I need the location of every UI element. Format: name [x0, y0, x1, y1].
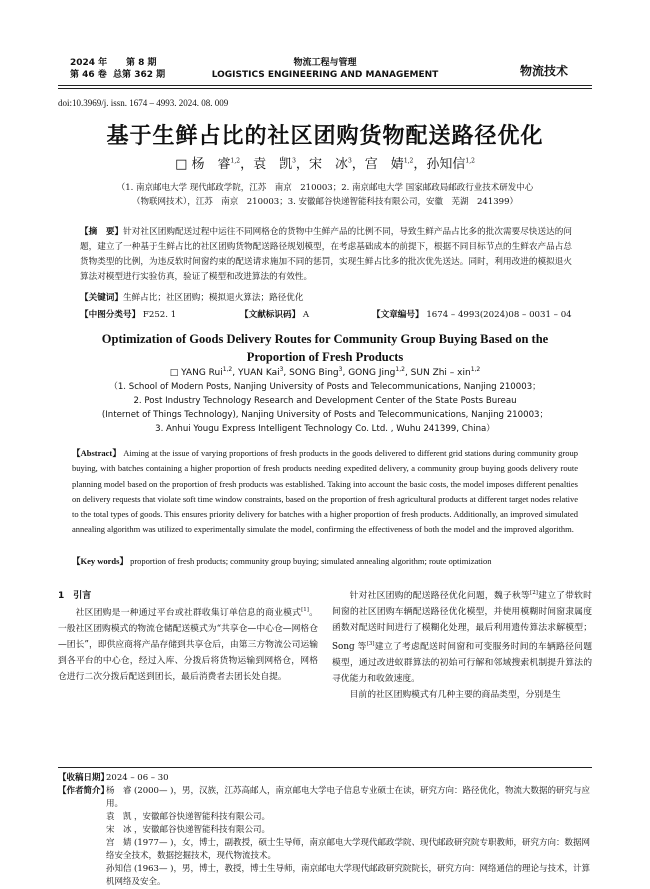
bio-entry	[106, 824, 592, 837]
author-name: SUN Zhi – xin	[410, 368, 471, 378]
author-affiliation-sup: 1,2	[470, 366, 481, 373]
title-en-line: Proportion of Fresh Products	[246, 350, 404, 364]
author-list-cn	[40, 153, 610, 172]
citation-ref: [1]	[301, 607, 309, 613]
author-name: 杨 睿	[191, 157, 231, 172]
journal-name-cn: 物流工程与管理	[293, 58, 357, 68]
bio-author-name: 袁 凯	[106, 812, 132, 822]
author-separator: ,	[232, 368, 238, 378]
header-rule-thin	[58, 88, 592, 89]
abstract-cn-label: 【摘 要】	[80, 227, 124, 237]
journal-name	[200, 57, 450, 81]
authors-en	[181, 368, 480, 378]
affiliation-cn-line: （1. 南京邮电大学 现代邮政学院，江苏 南京 210003；2. 南京邮电大学 国家邮政局邮政行业技术研发中心	[116, 183, 534, 193]
bio-entry	[106, 837, 592, 863]
abstract-en	[72, 446, 578, 538]
bio-list	[106, 785, 592, 889]
bio-text: (1977— )，女，博士，副教授，硕士生导师，南京邮电大学现代邮政学院、现代邮政研究院专职教师，研究方向：数据网络安全技术，数据挖掘技术，现代物流技术。	[106, 838, 590, 861]
citation-ref: [3]	[366, 640, 375, 647]
paper-title-cn: 基于生鲜占比的社区团购货物配送路径优化	[106, 123, 544, 149]
author-affiliation-sup: 1,2	[395, 366, 405, 373]
received-date: 【收稿日期】 2024 – 06 – 30	[58, 773, 169, 783]
body-paragraph: 针对社区团购的配送路径优化问题，魏子秋等[2]建立了带软时间窗的社区团购车辆配送路径优化模型，并使用模糊时间窗隶属度函数对配送时间进行了模糊化处理，最后利用遗传算法求解模型；Song 等[3]建立了考虑配送时间窗和可变服务时间的车辆路径问题模型，通过改进蚁群算法的初始可行解和邻域搜索机制提升算法的寻优能力和收敛速度。	[332, 590, 592, 684]
author-affiliation-sup: 1,2	[465, 157, 475, 165]
author-separator: ,	[342, 368, 349, 378]
title-en-line: Optimization of Goods Delivery Routes for Community Group Buying Based on the	[101, 332, 549, 346]
body-paragraph: 目前的社区团购模式有几种主要的商品类型，分别是生	[349, 689, 561, 700]
journal-name-en: LOGISTICS ENGINEERING AND MANAGEMENT	[211, 70, 439, 80]
author-separator: ，	[295, 157, 309, 172]
article-number: 【文章编号】 1674 – 4993(2024)08 – 0031 – 04	[372, 310, 572, 320]
author-affiliation-sup: 1,2	[222, 366, 233, 373]
author-name: 宋 冰	[308, 157, 348, 172]
abstract-cn	[80, 225, 572, 285]
section-heading: 1 引言	[58, 591, 92, 601]
bio-text: ，安徽邮谷快递智能科技有限公司。	[134, 825, 271, 835]
author-name: GONG Jing	[348, 368, 396, 378]
author-separator: ，	[240, 157, 254, 172]
author-affiliation-sup: 3	[292, 157, 296, 165]
bio-author-name: 孙知信	[106, 864, 132, 874]
keywords-cn-label: 【关键词】	[80, 293, 123, 303]
affiliation-en-line: 2. Post Industry Technology Research and Development Center of the State Posts Bureau	[133, 396, 517, 406]
bio-author-name: 宋 冰	[106, 825, 132, 835]
keywords-en	[72, 555, 578, 567]
bio-entry	[106, 785, 592, 811]
doi: doi:10.3969/j. issn. 1674 – 4993. 2024. 08. 009	[58, 98, 229, 108]
bio-author-name: 宫 婧	[106, 838, 132, 848]
keywords-en-label: 【Key words】	[72, 556, 128, 566]
author-affiliation-sup: 3	[338, 366, 343, 373]
keywords-en-text: proportion of fresh products; community group buying; simulated annealing algorithm; route optimization	[130, 556, 492, 566]
affiliation-en-line: 3. Anhui Yougu Express Intelligent Technology Co. Ltd. , Wuhu 241399, China）	[155, 424, 495, 434]
footnote-rule	[58, 767, 592, 768]
abstract-en-text: Aiming at the issue of varying proportions of fresh products in the goods delivered to different grid stations during community group buying, with batches containing a higher proportion of fresh products needing expedited delivery, a community group buying goods delivery route planning model based on the proportion of fresh products was established. Taking into account the basic costs, the model imposes different penalties on delivery requests that violate soft time window constraints, based on the proportion of fresh agricultural products at different target nodes relative to the total types of goods. This ensures priority delivery for batches with a higher proportion of fresh products. Additionally, an improved simulated annealing algorithm was utilized to experimentally simulate the model, confirming the effectiveness of both the model and the improved algorithm.	[72, 448, 579, 535]
bio-entry	[106, 863, 592, 889]
bio-text: (1963— )，男，博士，教授，博士生导师，南京邮电大学现代邮政研究院院长，研究方向：网络通信的理论与技术，计算机网络及安全。	[106, 864, 590, 887]
keywords-cn	[80, 291, 572, 303]
doc-code: 【文献标识码】 A	[240, 310, 310, 320]
author-affiliation-sup: 3	[279, 366, 284, 373]
bio-entry	[106, 811, 592, 824]
issue-line-1: 2024 年 第 8 期	[70, 58, 157, 68]
body-paragraph: 社区团购是一种通过平台或社群收集订单信息的商业模式[1]。一般社区团购模式的物流仓储配送模式为“共享仓—中心仓—网格仓—团长”，即供应商将产品存储到共享仓后，由第三方物流公司运输到各平台的中心仓，经过入库、分拨后将货物运输到网格仓，网格仓进行二次分拨后配送到团长，最后消费者去团长处自提。	[58, 607, 318, 682]
paper-title-en	[60, 330, 590, 366]
bio-text: ，安徽邮谷快递智能科技有限公司。	[134, 812, 271, 822]
author-affiliation-sup: 1,2	[230, 157, 241, 165]
section-label: 物流技术	[520, 64, 569, 78]
author-list-en	[60, 366, 590, 378]
keywords-cn-text: 生鲜占比；社区团购；模拟退火算法；路径优化	[122, 293, 304, 303]
affiliation-cn-line: （物联网技术），江苏 南京 210003；3. 安徽邮谷快递智能科技有限公司，安徽 芜湖 241399）	[132, 197, 518, 207]
author-name: 宫 婧	[364, 157, 404, 172]
author-affiliation-sup: 3	[347, 157, 352, 165]
abstract-cn-text: 针对社区团购配送过程中运往不同网格仓的货物中生鲜产品的比例不同，导致生鲜产品占比多的批次需要尽快送达的问题，建立了一种基于生鲜占比的社区团购货物配送路径规划模型，在考虑基础成本的前提下，根据不同目标节点的生鲜农产品占总货物类型的比例，为违反软时间窗约束的配送请求施加不同的惩罚，实现生鲜占比多的批次优先送达。同时，利用改进的模拟退火算法对模型进行实验仿真，验证了模型和改进算法的有效性。	[80, 227, 572, 282]
author-separator: ，	[351, 157, 365, 172]
author-separator: ，	[413, 157, 427, 172]
author-box-icon: □	[175, 157, 188, 172]
journal-issue-info	[70, 57, 165, 81]
author-name: SONG Bing	[289, 368, 339, 378]
header-rule-thick	[58, 85, 592, 86]
body-column-right	[332, 585, 592, 703]
author-box-icon: □	[169, 368, 182, 378]
clc-number: 【中图分类号】 F252. 1	[80, 310, 177, 320]
author-separator: ,	[283, 368, 290, 378]
affiliation-en-line: (Internet of Things Technology), Nanjing University of Posts and Telecommunications, Nanjing 210003；	[101, 410, 549, 420]
author-separator: ,	[404, 368, 411, 378]
author-affiliation-sup: 1,2	[403, 157, 414, 165]
bio-text: (2000— )，男，汉族，江苏高邮人，南京邮电大学电子信息专业硕士在读，研究方向：路径优化，物流大数据的研究与应用。	[106, 786, 590, 809]
bio-author-name: 杨 睿	[106, 786, 132, 796]
footnotes	[58, 772, 592, 889]
body-column-left	[58, 602, 318, 685]
author-name: 袁 凯	[253, 157, 293, 172]
author-bios: 【作者简介】 杨 睿 (2000— )，男，汉族，江苏高邮人，南京邮电大学电子信息专业硕士在读，研究方向：路径优化，物流大数据的研究与应用。 袁 凯 ，安徽邮谷快递智能科技有限公司。 宋 冰 ，安徽邮谷快递智能科技有限公司。 宫 婧 (1977— )，女，博士，副教授，硕士生导师，南京邮电大学现代邮政学院、现代邮政研究院专职教师，研究方向：数据网络安全技术，数据挖掘技术，现代物流技术。 孙知信 (1963— )，男，博士，教授，博士生导师，南京邮电大学现代邮政研究院院长，研究方向：网络通信的理论与技术，计算机网络及安全。	[58, 785, 592, 889]
abstract-en-label: 【Abstract】	[72, 448, 121, 458]
issue-line-2: 第 46 卷 总第 362 期	[70, 70, 166, 80]
authors-cn	[192, 157, 475, 172]
author-name: 孙知信	[426, 157, 466, 172]
author-name: YUAN Kai	[237, 368, 280, 378]
affiliation-en-line: （1. School of Modern Posts, Nanjing University of Posts and Telecommunications, Nanjing 210003；	[109, 382, 541, 392]
author-name: YANG Rui	[181, 368, 223, 378]
citation-ref: [2]	[530, 590, 538, 596]
